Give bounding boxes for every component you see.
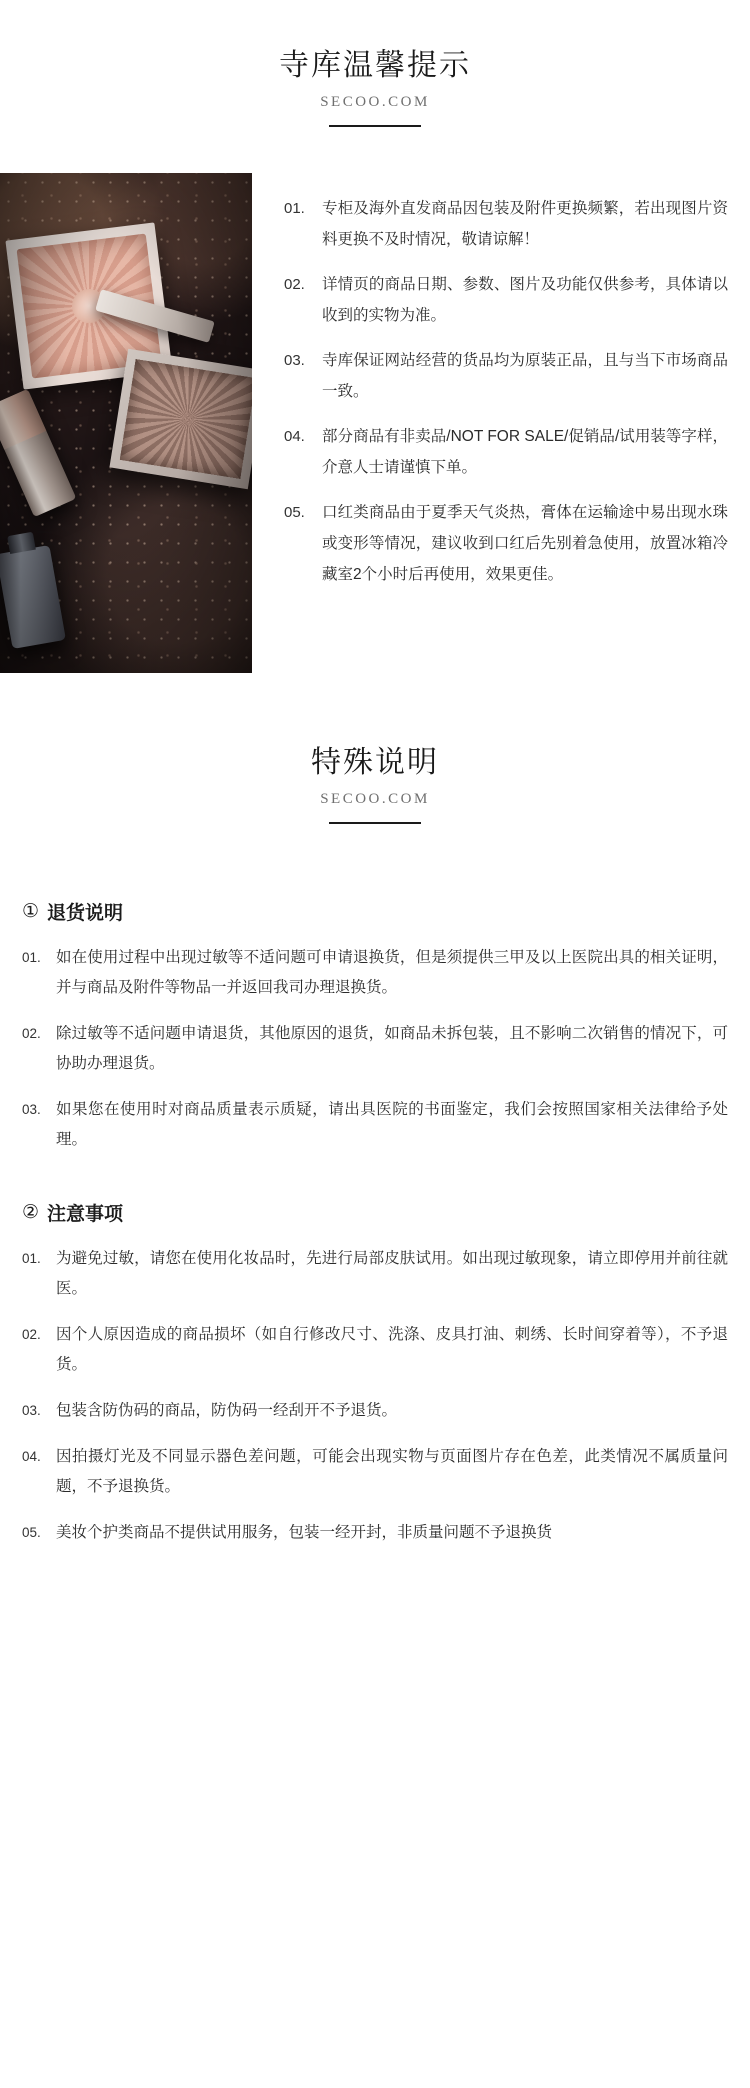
list-item-text: 专柜及海外直发商品因包装及附件更换频繁，若出现图片资料更换不及时情况，敬请谅解！	[322, 200, 728, 248]
list-item-text: 如在使用过程中出现过敏等不适问题可申请退换货，但是须提供三甲及以上医院出具的相关证明，并与商品及附件等物品一并返回我司办理退换货。	[56, 949, 728, 996]
list-item	[22, 1518, 728, 1548]
precautions-block	[0, 1199, 750, 1548]
list-item-number: 05.	[284, 504, 305, 521]
list-item-text: 如果您在使用时对商品质量表示质疑，请出具医院的书面鉴定，我们会按照国家相关法律给予处理。	[56, 1101, 728, 1148]
list-item-text: 包装含防伪码的商品，防伪码一经刮开不予退货。	[56, 1402, 398, 1419]
tips-content	[0, 173, 750, 673]
precautions-heading	[22, 1199, 728, 1226]
list-item	[22, 1244, 728, 1304]
list-item	[22, 1019, 728, 1079]
list-item-number: 03.	[284, 352, 305, 369]
list-item-text: 美妆个护类商品不提供试用服务，包装一经开封，非质量问题不予退换货	[56, 1524, 553, 1541]
list-item	[22, 1320, 728, 1380]
bottom-spacer	[0, 1564, 750, 1624]
list-item	[284, 193, 728, 255]
list-item-number: 01.	[284, 200, 305, 217]
cosmetics-flatlay-image	[0, 173, 252, 673]
list-item-text: 口红类商品由于夏季天气炎热，膏体在运输途中易出现水珠或变形等情况，建议收到口红后先别着急使用，放置冰箱冷藏室2个小时后再使用，效果更佳。	[322, 504, 728, 583]
list-item-text: 部分商品有非卖品/NOT FOR SALE/促销品/试用装等字样，介意人士请谨慎下单。	[322, 428, 728, 476]
special-title: 特殊说明	[311, 746, 439, 779]
list-item	[284, 345, 728, 407]
special-subtitle: SECOO.COM	[320, 791, 430, 807]
list-item	[22, 1396, 728, 1426]
circled-number-2-icon: ②	[22, 1202, 40, 1223]
special-section-header	[0, 673, 750, 824]
return-policy-heading	[22, 898, 728, 925]
list-item-number: 04.	[284, 428, 305, 445]
list-item-number: 01.	[22, 1251, 41, 1266]
tips-title: 寺库温馨提示	[279, 49, 471, 82]
list-item	[284, 497, 728, 590]
list-item-number: 01.	[22, 950, 41, 965]
photo-vignette	[0, 173, 252, 673]
list-item-number: 04.	[22, 1449, 41, 1464]
list-item-number: 02.	[22, 1026, 41, 1041]
return-policy-heading-text: 退货说明	[47, 903, 124, 924]
list-item-number: 05.	[22, 1525, 41, 1540]
return-policy-block	[0, 898, 750, 1155]
list-item-number: 02.	[22, 1327, 41, 1342]
list-item-text: 详情页的商品日期、参数、图片及功能仅供参考，具体请以收到的实物为准。	[322, 276, 728, 324]
list-item	[284, 421, 728, 483]
list-item-number: 03.	[22, 1102, 41, 1117]
list-item-text: 为避免过敏，请您在使用化妆品时，先进行局部皮肤试用。如出现过敏现象，请立即停用并前往就医。	[56, 1250, 728, 1297]
list-item-text: 寺库保证网站经营的货品均为原装正品，且与当下市场商品一致。	[322, 352, 728, 400]
list-item-text: 因个人原因造成的商品损坏（如自行修改尺寸、洗涤、皮具打油、刺绣、长时间穿着等），不予退货。	[56, 1326, 728, 1373]
list-item	[22, 943, 728, 1003]
list-item	[22, 1095, 728, 1155]
list-item-text: 除过敏等不适问题申请退货，其他原因的退货，如商品未拆包装，且不影响二次销售的情况下，可协助办理退货。	[56, 1025, 728, 1072]
tips-list	[252, 173, 750, 604]
list-item-number: 03.	[22, 1403, 41, 1418]
tips-section-header	[0, 0, 750, 127]
spacer	[0, 824, 750, 854]
list-item	[22, 1442, 728, 1502]
tips-subtitle: SECOO.COM	[320, 94, 430, 110]
list-item-text: 因拍摄灯光及不同显示器色差问题，可能会出现实物与页面图片存在色差，此类情况不属质量问题，不予退换货。	[56, 1448, 728, 1495]
circled-number-1-icon: ①	[22, 901, 40, 922]
precautions-heading-text: 注意事项	[47, 1204, 124, 1225]
tips-underline	[329, 125, 421, 127]
list-item-number: 02.	[284, 276, 305, 293]
list-item	[284, 269, 728, 331]
